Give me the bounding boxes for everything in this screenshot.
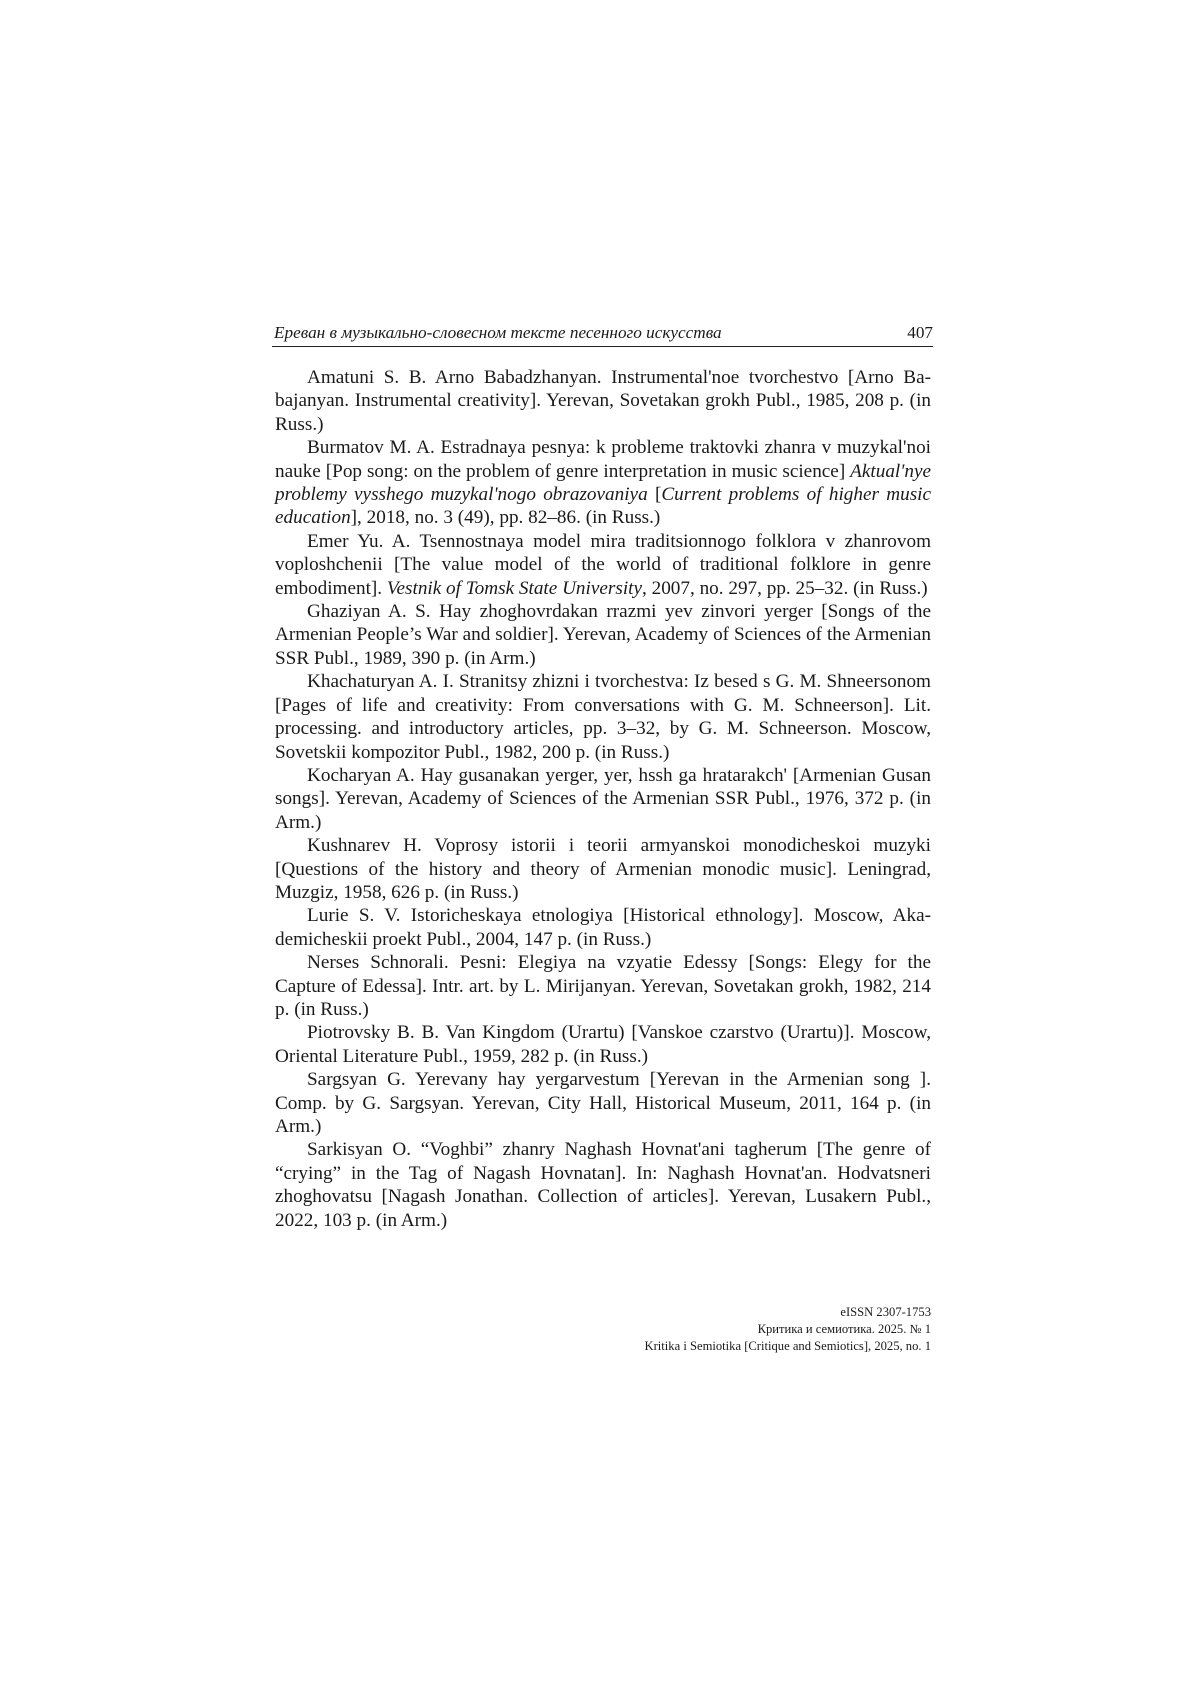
reference-text: Amatuni S. B. Arno Babadzhanyan. Instrumental'noe tvorchestvo [Arno Ba­bajanyan. Instrumental creativity]. Yerevan, Sovetakan grokh Publ., 1985, 208 p. (in Russ.) xyxy=(275,367,931,435)
reference-entry xyxy=(275,904,931,951)
reference-entry xyxy=(275,1138,931,1232)
reference-text: Kocharyan A. Hay gusanakan yerger, yer, hssh ga hratarakch' [Armenian Gusan songs]. Yerevan, Academy of Sciences of the Armenian SSR Publ., 1976, 372 p. (in Arm.) xyxy=(275,765,931,833)
reference-text: Sarkisyan O. “Voghbi” zhanry Naghash Hovnat'ani tagherum [The genre of “crying” in the Tag of Nagash Hovnatan]. In: Naghash Hovnat'an. Hodvatsneri zhoghovatsu [Nagash Jonathan. Collection of articles]. Yerevan, Lusakern Publ., 2022, 103 p. (in Arm.) xyxy=(275,1139,931,1230)
reference-entry xyxy=(275,834,931,904)
reference-text: Lurie S. V. Istoricheskaya etnologiya [Historical ethnology]. Moscow, Aka­demicheskii proekt Publ., 2004, 147 p. (in Russ.) xyxy=(275,905,931,949)
reference-italic-text: Current prob­lems of higher music education xyxy=(275,484,931,528)
reference-italic-text: Aktual'nye problemy vysshego muzykal'nogo obrazovaniya xyxy=(275,461,931,505)
reference-text: Sargsyan G. Yerevany hay yergarvestum [Yerevan in the Armenian song ]. Comp. by G. Sargsyan. Yerevan, City Hall, Historical Museum, 2011, 164 p. (in Arm.) xyxy=(275,1069,931,1137)
reference-text: ], 2018, no. 3 (49), pp. 82–86. (in Russ.) xyxy=(351,507,661,528)
running-title: Ереван в музыкально-словесном тексте песенного искусства xyxy=(274,323,722,343)
reference-entry xyxy=(275,1021,931,1068)
reference-entry xyxy=(275,670,931,764)
reference-text: Ghaziyan A. S. Hay zhoghovrdakan rrazmi yev zinvori yerger [Songs of the Armenian People’s War and soldier]. Yerevan, Academy of Sciences of the Armenian SSR Publ., 1989, 390 p. (in Arm.) xyxy=(275,601,931,669)
reference-entry xyxy=(275,436,931,530)
reference-text: , 2007, no. 297, pp. 25–32. (in Russ.) xyxy=(642,578,928,599)
reference-entry xyxy=(275,951,931,1021)
reference-text: Burmatov M. A. Estradnaya pesnya: k probleme traktovki zhanra v muzy­kal'noi nauke [Pop song: on the problem of genre interpretation in music sci­ence] xyxy=(275,437,931,481)
reference-text: [ xyxy=(648,484,662,505)
reference-text: Emer Yu. A. Tsennostnaya model mira traditsionnogo folklora v zhanrovom voploshchenii [The value model of the world of traditional folklore in genre embodiment]. xyxy=(275,531,931,599)
reference-entry xyxy=(275,530,931,600)
reference-text: Khachaturyan A. I. Stranitsy zhizni i tvorchestva: Iz besed s G. M. Shneer­sonom [Pages of life and creativity: From conversations with G. M. Schne­erson]. Lit. processing. and introductory articles, pp. 3–32, by G. M. Schneer­son. Moscow, Sovetskii kompozitor Publ., 1982, 200 p. (in Russ.) xyxy=(275,671,931,762)
footer xyxy=(560,1304,931,1355)
journal-title-en: Kritika i Semiotika [Critique and Semiotics], 2025, no. 1 xyxy=(560,1338,931,1355)
reference-entry xyxy=(275,366,931,436)
reference-entry xyxy=(275,1068,931,1138)
page-number: 407 xyxy=(907,323,933,343)
running-header xyxy=(272,318,933,347)
reference-text: Nerses Schnorali. Pesni: Elegiya na vzyatie Edessy [Songs: Elegy for the Capture of Edessa]. Intr. art. by L. Mirijanyan. Yerevan, Sovetakan grokh, 1982, 214 p. (in Russ.) xyxy=(275,952,931,1020)
journal-title-ru: Критика и семиотика. 2025. № 1 xyxy=(560,1321,931,1338)
reference-list xyxy=(275,366,931,1232)
reference-entry xyxy=(275,600,931,670)
reference-entry xyxy=(275,764,931,834)
reference-text: Kushnarev H. Voprosy istorii i teorii armyanskoi monodicheskoi muzyki [Questions of the history and theory of Armenian monodic music]. Leningrad, Muzgiz, 1958, 626 p. (in Russ.) xyxy=(275,835,931,903)
reference-text: Piotrovsky B. B. Van Kingdom (Urartu) [Vanskoe czarstvo (Urartu)]. Mos­cow, Oriental Literature Publ., 1959, 282 p. (in Russ.) xyxy=(275,1022,931,1066)
reference-italic-text: Vestnik of Tomsk State University xyxy=(387,578,642,599)
issn: eISSN 2307-1753 xyxy=(560,1304,931,1321)
